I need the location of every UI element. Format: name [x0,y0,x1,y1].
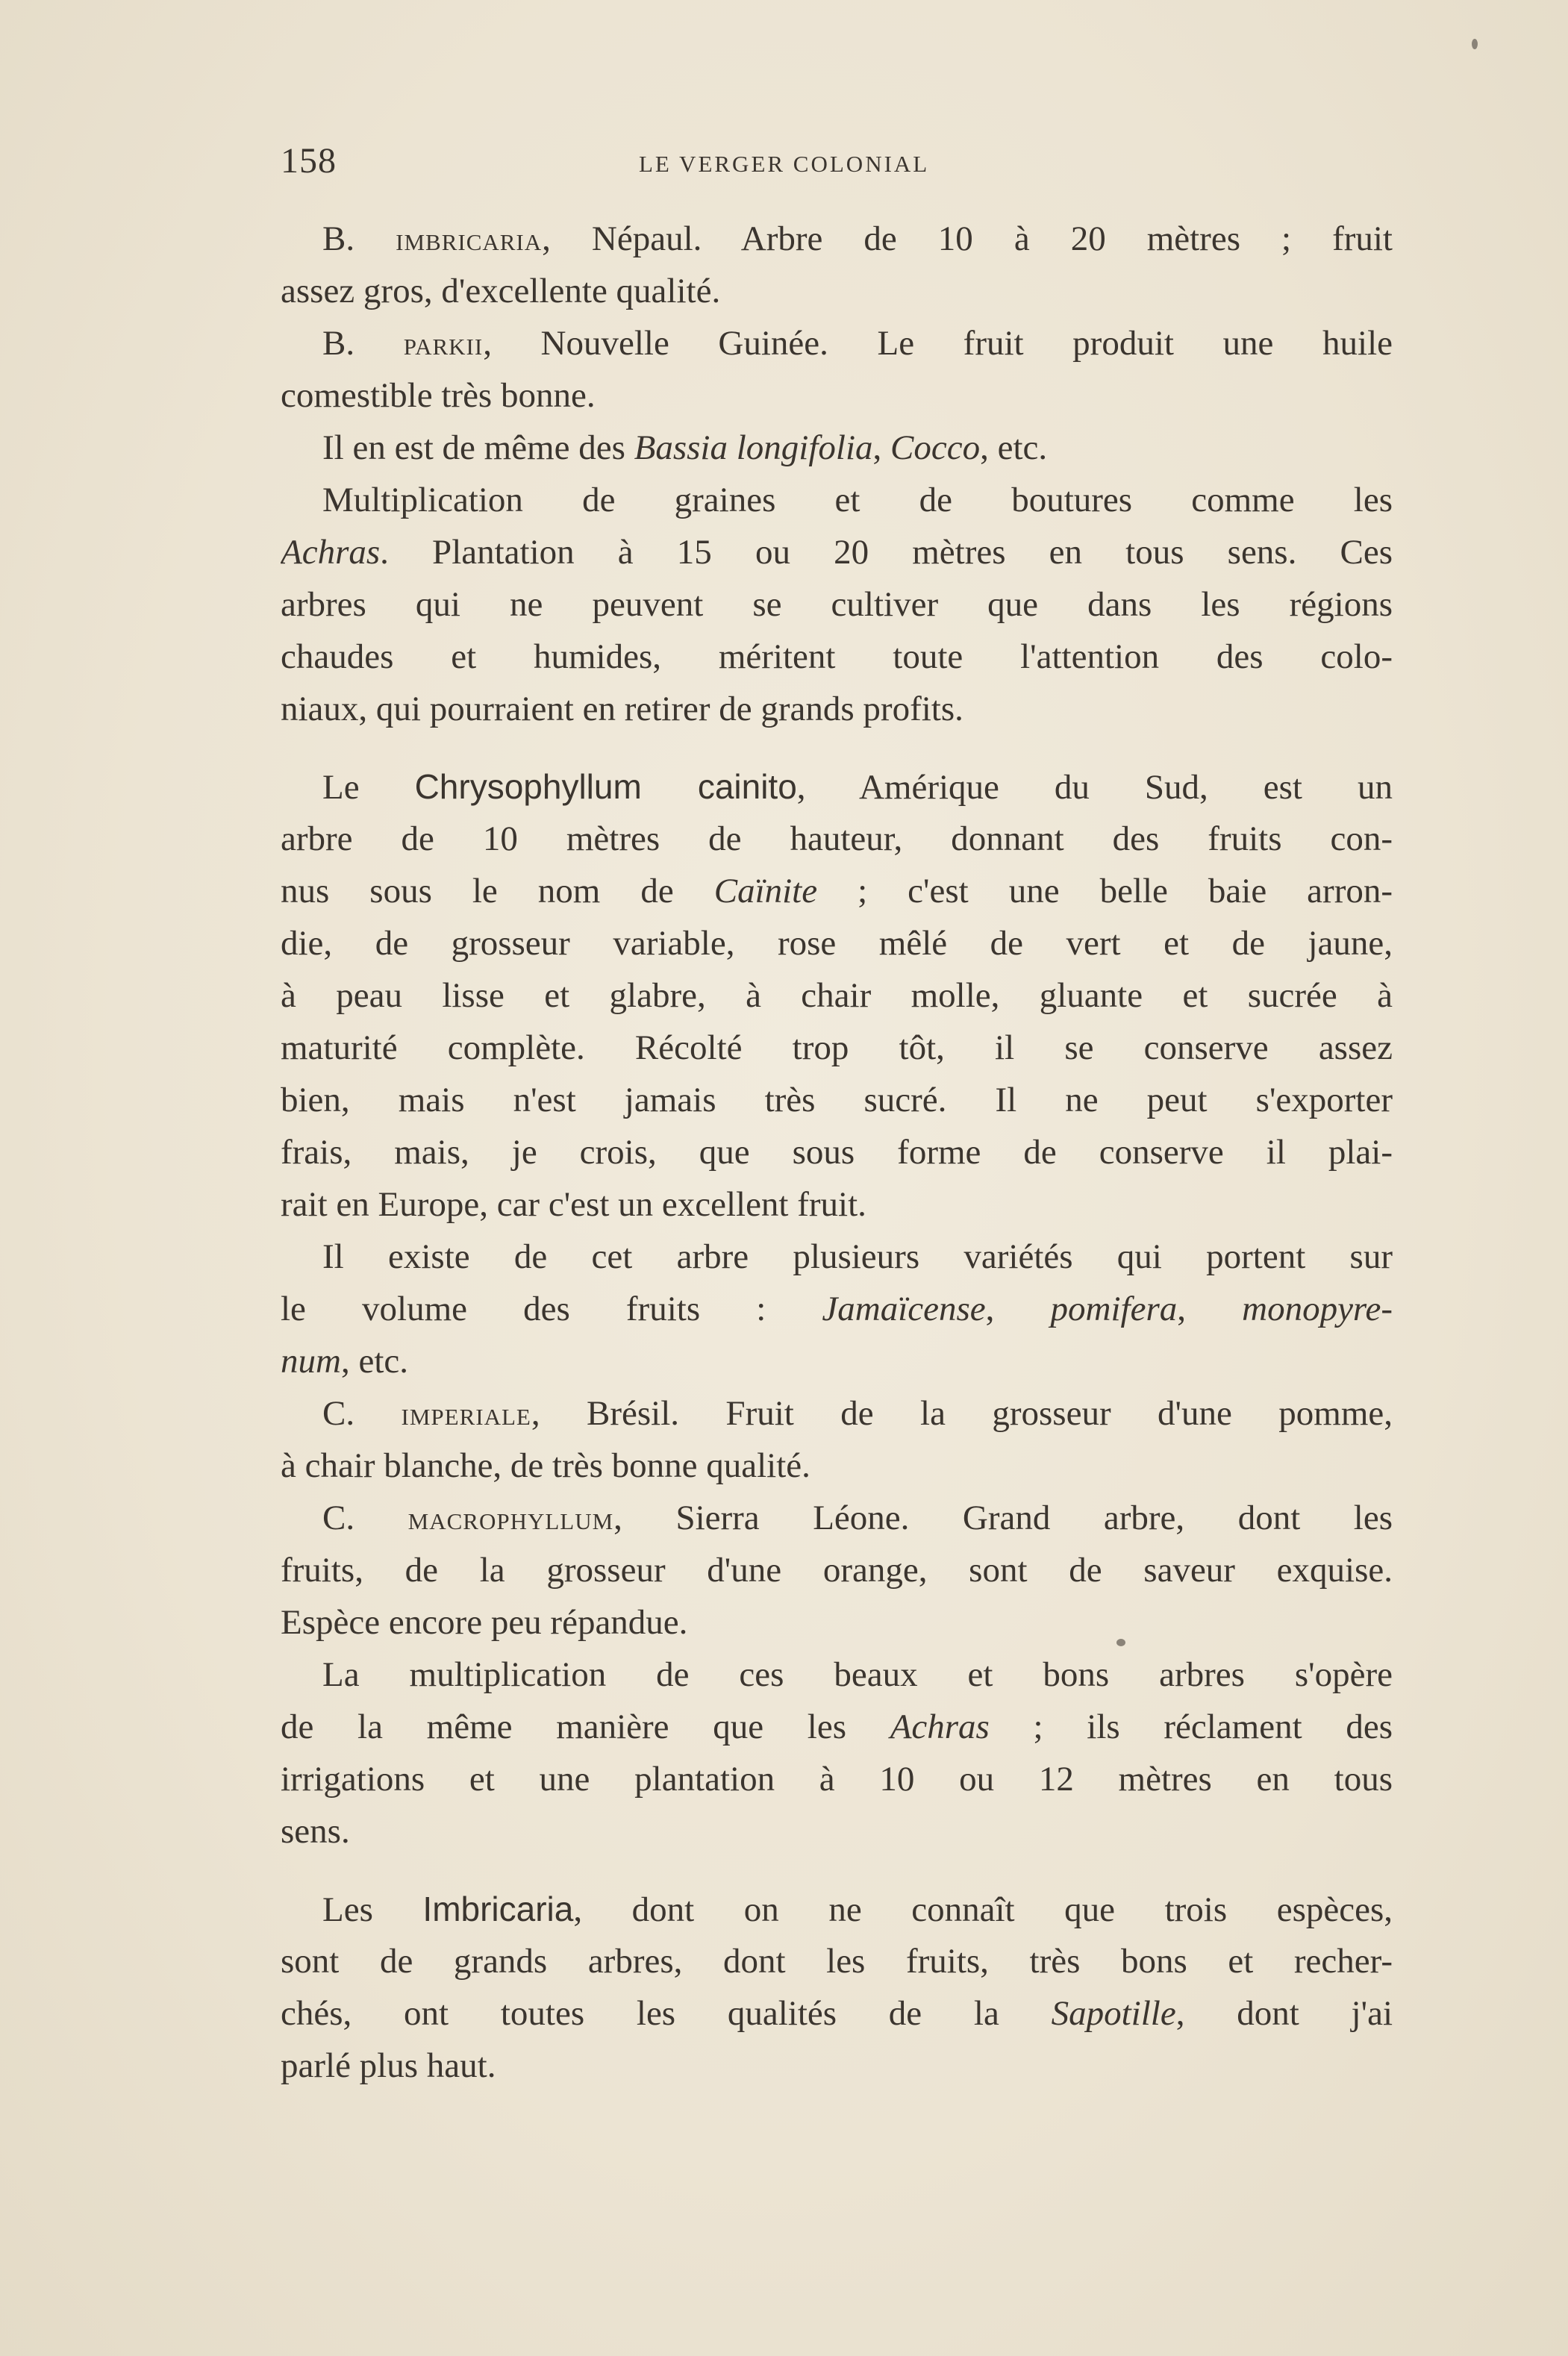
text-line: chaudes et humides, méritent toute l'attention des colo- [281,637,1393,676]
text-line: Achras. Plantation à 15 ou 20 mètres en tous sens. Ces [281,533,1393,572]
text-line: Il existe de cet arbre plusieurs variétés qui portent sur [322,1237,1393,1276]
text-line: maturité complète. Récolté trop tôt, il se conserve assez [281,1028,1393,1067]
text-line: Il en est de même des Bassia longifolia, Cocco, etc. [322,428,1048,467]
text-line: à chair blanche, de très bonne qualité. [281,1446,810,1485]
text-line: frais, mais, je crois, que sous forme de conserve il plai- [281,1133,1393,1172]
text-line: nus sous le nom de Caïnite ; c'est une belle baie arron- [281,872,1393,910]
text-line: comestible très bonne. [281,376,596,415]
genus-heading: Imbricaria [422,1890,574,1928]
text-line: B. imbricaria, Népaul. Arbre de 10 à 20 mètres ; fruit [322,219,1393,258]
text-line: bien, mais n'est jamais très sucré. Il ne peut s'exporter [281,1081,1393,1119]
paper-speck [1472,39,1478,49]
text-line: Les Imbricaria, dont on ne connaît que trois espèces, [322,1890,1393,1929]
text-line: B. parkii, Nouvelle Guinée. Le fruit produit une huile [322,324,1393,363]
text-line: Le Chrysophyllum cainito, Amérique du Sud, est un [322,767,1393,807]
text-line: Espèce encore peu répandue. [281,1603,688,1642]
text-line: Multiplication de graines et de boutures comme les [322,481,1393,519]
text-line: arbres qui ne peuvent se cultiver que dans les régions [281,585,1393,624]
text-line: assez gros, d'excellente qualité. [281,272,721,310]
text-line: niaux, qui pourraient en retirer de grands profits. [281,690,963,728]
text-line: de la même manière que les Achras ; ils réclament des [281,1707,1393,1746]
text-line: rait en Europe, car c'est un excellent fruit. [281,1185,866,1224]
text-line: C. imperiale, Brésil. Fruit de la grosseur d'une pomme, [322,1394,1393,1433]
text-line: le volume des fruits : Jamaïcense, pomifera, monopyre- [281,1290,1393,1328]
text-line: sens. [281,1812,350,1851]
text-line: arbre de 10 mètres de hauteur, donnant des fruits con- [281,819,1393,858]
page-number: 158 [281,141,337,181]
text-line: La multiplication de ces beaux et bons arbres s'opère [322,1655,1393,1694]
text-line: parlé plus haut. [281,2046,496,2085]
running-title: LE VERGER COLONIAL [639,151,930,177]
text-line: C. macrophyllum, Sierra Léone. Grand arbre, dont les [322,1499,1393,1537]
genus-heading: Chrysophyllum cainito [414,767,797,806]
text-line: num, etc. [281,1342,408,1381]
page-body [281,213,1393,2092]
text-line: chés, ont toutes les qualités de la Sapotille, dont j'ai [281,1994,1393,2033]
page-header [281,140,1400,182]
text-line: à peau lisse et glabre, à chair molle, gluante et sucrée à [281,976,1393,1015]
text-line: die, de grosseur variable, rose mêlé de vert et de jaune, [281,924,1393,963]
text-line: fruits, de la grosseur d'une orange, sont de saveur exquise. [281,1551,1393,1590]
text-line: irrigations et une plantation à 10 ou 12 mètres en tous [281,1760,1393,1799]
paper-speck [1116,1639,1125,1646]
text-line: sont de grands arbres, dont les fruits, très bons et recher- [281,1942,1393,1981]
